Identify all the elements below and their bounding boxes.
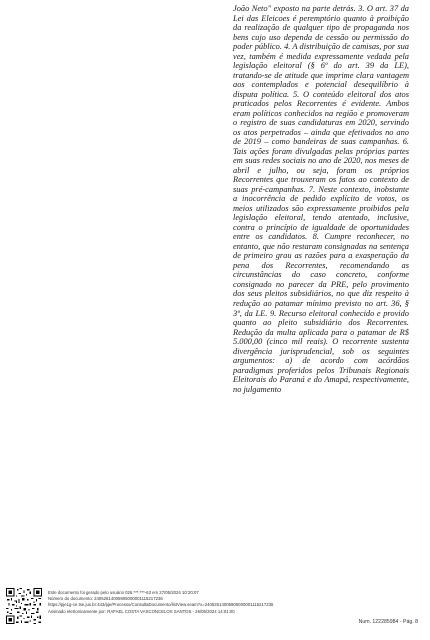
- document-number-line: Número do documento: 24052614005905000001115217236: [48, 596, 163, 602]
- document-url-link[interactable]: https://pje1g-ce.tse.jus.br:443/pje/Processo/ConsultaDocumento/listView.seam?x=24052614005905000001115217236: [48, 602, 274, 608]
- body-text: João Neto" exposto na parte detrás. 3. O art. 37 da Lei das Eleicoes é peremptório quanto à proibição da realização de qualquer tipo de propaganda nos bens cujo uso dependa de cessão ou permissão do poder público. 4. A distribuição de camisas, por sua vez, também é medida expressamente vedada pela legislação eleitoral (§ 6º do art. 39 da LE), tratando-se de atitude que imprime clara vantagem aos contemplados e potencial desequilíbrio à disputa política. 5. O conteúdo eleitoral dos atos praticados pelos Recorrentes é evidente. Ambos eram políticos conhecidos na região e promoveram o registro de suas candidaturas em 2020, servindo os atos perpetrados – ainda que efetivados no ano de 2019 – como bandeiras de suas campanhas. 6. Tais ações foram divulgadas pelas próprias partes em suas redes sociais no ano de 2020, nos meses de abril e julho, ou seja, foram os próprios Recorrentes que trouxeram os fatos ao contexto de suas pré-campanhas. 7. Neste contexto, inobstante a inocorrência de pedido explícito de votos, os meios utilizados são expressamente proibidos pela legislação eleitoral, tendo atentado, inclusive, contra o princípio de igualdade de oportunidades entre os candidatos. 8. Cumpre reconhecer, no entanto, que não restaram consignadas na sentença de primeiro grau as razões para a exasperação da pena dos Recorrentes, recomendando as circunstâncias do caso concreto, conforme consignado no parecer da PRE, pelo provimento dos seus pleitos subsidiários, no que diz respeito à redução ao patamar mínimo previsto no art. 36, § 3º, da LE. 9. Recurso eleitoral conhecido e provido quanto ao pleito subsidiário dos Recorrentes. Redução da multa aplicada para o patamar de R$ 5.000,00 (cinco mil reais). O recorrente sustenta divergência jurisprudencial, sob os seguintes argumentos: a) de acordo com acórdãos paradigmas proferidos pelos Tribunais Regionais Eleitorais do Paraná e do Amapá, respectivamente, no julgamento: [233, 4, 409, 394]
- page-number: Num. 122285984 - Pág. 8: [358, 619, 418, 625]
- generated-by-line: Este documento foi gerado pelo usuário 026.***.***-63 em 27/05/2024 10:20:07: [48, 590, 199, 595]
- qr-code-icon: [6, 588, 42, 624]
- signed-by-line: Assinado eletronicamente por: RAFAEL COSTA VASCONCELOS SANTOS - 26/05/2024 14:01:00: [48, 608, 235, 614]
- signature-info: [48, 590, 348, 615]
